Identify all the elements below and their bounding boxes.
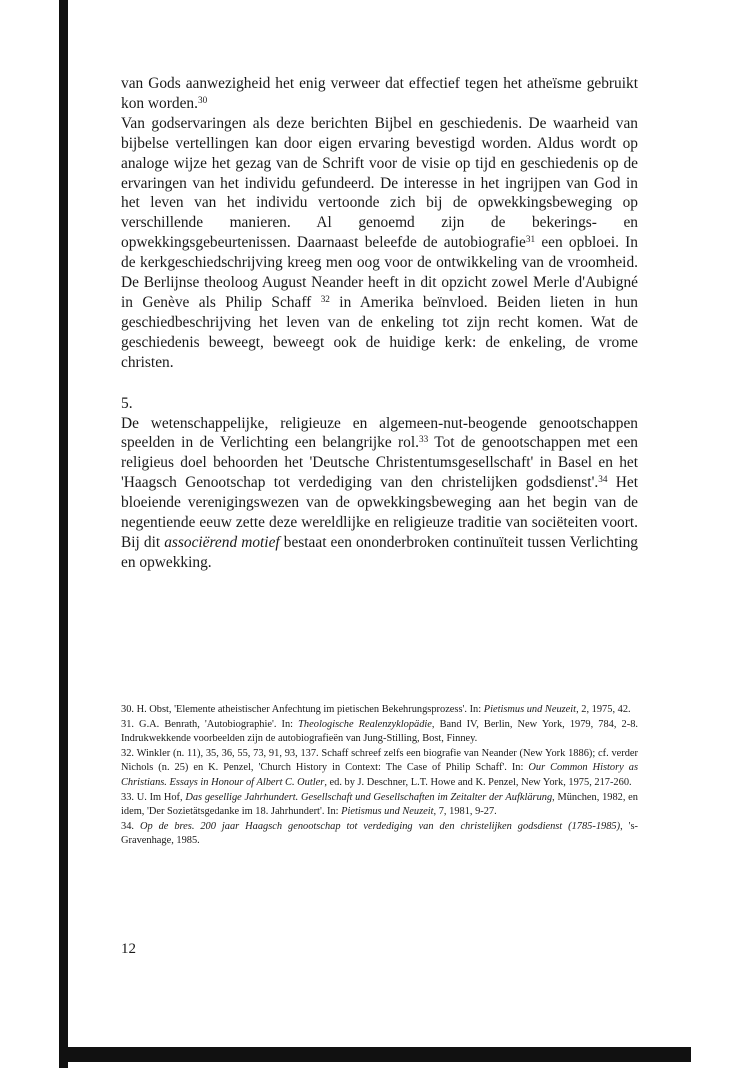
footnote-32-text-b: , ed. by J. Deschner, L.T. Howe and K. Penzel, New York, 1975, 217-260. [324,776,632,788]
footnote-31-text-b: , Band IV, Berlin, New York, 1979, 784, 2-8. Indrukwekkende voorbeelden zijn de autobiografieën van Jung-Stilling, Bost, Finney. [121,718,638,745]
footnote-32-italic: Our Common History as Christians. Essays in Honour of Albert C. Outler [121,762,638,788]
paragraph-3-text-c: Het bloeiende verenigingswezen van de opwekkingsbeweging aan het begin van de negentiende eeuw zette deze wereldlijke en religieuze traditie van sociëteiten voort. Bij dit [121,474,638,551]
footnote-33-italic-2: Pietismus und Neuzeit [341,806,434,818]
footnote-34-italic: Op de bres. 200 jaar Haagsch genootschap tot verdediging van den christelijken godsdienst (1785-1985) [139,820,621,832]
footnote-34 [121,820,638,849]
paragraph-2 [121,114,638,373]
footnote-33-text-a: 33. U. Im Hof, [121,791,186,803]
paragraph-3-text-d: bestaat een ononderbroken continuïteit tussen Verlichting en opwekking. [121,533,639,571]
footnote-ref-31: 31 [525,234,536,245]
scan-border-left [59,0,68,1068]
paragraph-3-text-a: De wetenschappelijke, religieuze en algemeen-nut-beogende genootschappen speelden in de Verlichting een belangrijke rol. [121,414,638,452]
footnote-33-text-b: , München, 1982, en idem, 'Der Sozietätsgedanke im 18. Jahrhundert'. In: [121,791,638,818]
footnote-31-italic: Theologische Realenzyklopädie [298,718,432,730]
footnote-33 [121,791,638,820]
section-number: 5. [121,394,133,412]
footnote-ref-32: 32 [320,293,330,304]
footnote-32 [121,747,638,791]
paragraph-3 [121,414,638,573]
paragraph-1 [121,74,638,114]
paragraph-1-text: van Gods aanwezigheid het enig verweer dat effectief tegen het atheïsme gebruikt kon worden. [121,75,638,112]
footnote-30-text-a: 30. H. Obst, 'Elemente atheistischer Anfechtung im pietischen Bekehrungsprozess'. In: [121,704,484,715]
footnote-ref-33: 33 [418,434,429,445]
footnote-34-text-a: 34. [121,820,140,832]
footnote-30-italic: Pietismus und Neuzeit [483,704,577,715]
footnote-31-text-a: 31. G.A. Benrath, 'Autobiographie'. In: [121,718,299,730]
section-gap [121,373,638,394]
scan-border-bottom [59,1047,691,1062]
paragraph-2-text-b: een opbloei. In de kerkgeschiedschrijving kreeg men oog voor de ontwikkeling van de vroomheid. De Berlijnse theoloog August Neander heeft in dit opzicht zowel Merle d'Aubigné in Genève als Philip Schaff [121,234,638,311]
footnote-33-text-c: , 7, 1981, 9-27. [433,806,497,818]
footnote-30-text-b: , 2, 1975, 42. [576,704,631,715]
footnote-34-text-b: , 's-Gravenhage, 1985. [121,820,638,847]
paragraph-2-text-c: in Amerika beïnvloed. Beiden lieten in hun geschiedbeschrijving het leven van de enkeling tot zijn recht komen. Wat de geschiedenis beweegt, beweegt ook de huidige kerk: de enkeling, de vrome christen. [121,293,638,371]
footnote-31 [121,718,638,747]
main-text [121,74,638,573]
paragraph-2-text-a: Van godservaringen als deze berichten Bijbel en geschiedenis. De waarheid van bijbelse vertellingen kan door eigen ervaring bevestigd worden. Aldus wordt op analoge wijze het gezag van de Schrift voor de visie op tijd en geschiedenis op de ervaringen van het individu gefundeerd. De interesse in het ingrijpen van God in het leven van het individu vertoonde zich bij de opwekkingsbeweging op verschillende manieren. Al genoemd zijn de bekerings- en opwekkingsgebeurtenissen. Daarnaast beleefde de autobiografie [121,114,638,252]
footnote-ref-34: 34 [598,474,608,485]
page-number: 12 [121,941,136,957]
footnotes [121,703,638,849]
paragraph-3-text-b: Tot de genootschappen met een religieus doel behoorden het 'Deutsche Christentumsgesellschaft' in Basel en het 'Haagsch Genootschap tot verdediging van den christelijken godsdienst'. [121,434,638,492]
footnote-30 [121,703,638,718]
footnote-ref-30: 30 [197,94,208,105]
footnote-33-italic: Das gesellige Jahrhundert. Gesellschaft und Gesellschaften im Zeitalter der Aufklärung [185,791,553,803]
footnote-32-text-a: 32. Winkler (n. 11), 35, 36, 55, 73, 91, 93, 137. Schaff schreef zelfs een biografie van Neander (New York 1886); cf. verder Nichols (n. 25) en K. Penzel, 'Church History in Context: The Case of Philip Schaff'. In: [121,747,638,774]
paragraph-3-italic: associërend motief [164,533,280,551]
